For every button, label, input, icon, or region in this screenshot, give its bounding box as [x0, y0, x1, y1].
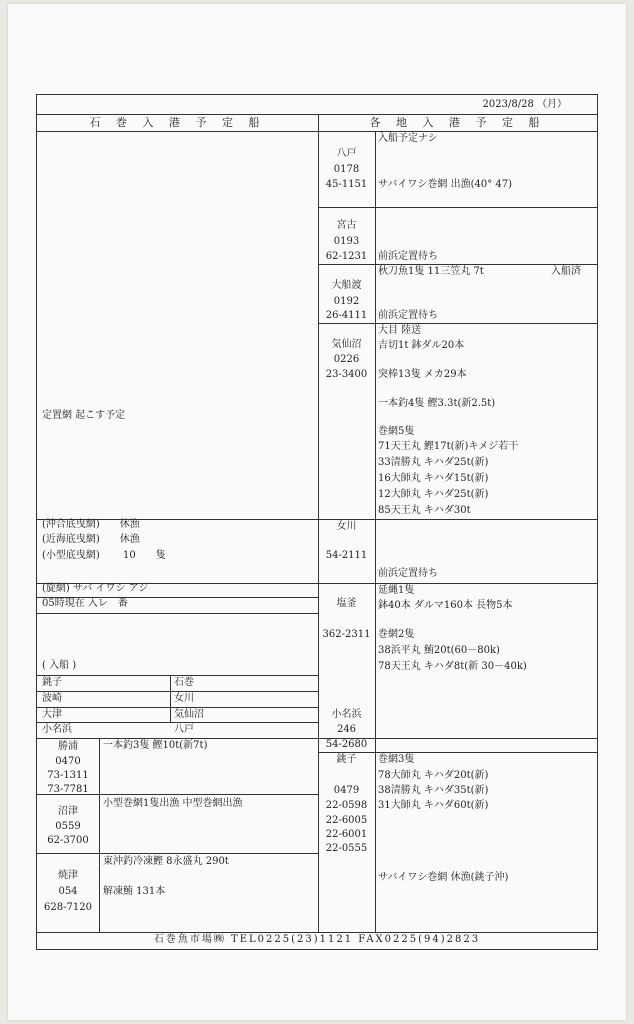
miyako-tel: 62-1231	[325, 251, 368, 262]
hachinohe-name: 八戸	[336, 148, 357, 159]
shiogama-line: 78天王丸 キハダ8t(新 30－40k)	[378, 661, 527, 672]
kesennuma-line: 33清勝丸 キハダ25t(新)	[378, 457, 489, 468]
ofunato-line: 前浜定置待ち	[378, 310, 438, 321]
shiogama-line: 延縄1隻	[378, 585, 415, 596]
kesennuma-line: 85天王丸 キハダ30t	[378, 505, 471, 516]
kesennuma-line: 16大師丸 キハダ15t(新)	[378, 473, 489, 484]
port-name: 石巻	[174, 677, 194, 688]
makiami-label: (旋網) サバ イワシ アジ	[42, 583, 149, 594]
choshi-line: 巻網3隻	[378, 754, 415, 765]
numazu-tel: 0559	[55, 821, 81, 832]
teichi-note: 定置網 起こす予定	[42, 410, 126, 421]
port-name: 波崎	[42, 693, 62, 704]
genzai-label: 05時現在 入レ 番	[42, 598, 128, 609]
kesennuma-line: 一本釣4隻 鰹3.3t(新2.5t)	[378, 398, 496, 409]
yaizu-tel: 628-7120	[44, 902, 92, 913]
onahama-name: 小名浜	[331, 709, 362, 720]
numazu-info: 小型巻網1隻出漁 中型巻網出漁	[103, 798, 243, 809]
ofunato-line: 秋刀魚1隻 11三笠丸 7t	[378, 266, 484, 277]
shiogama-line: 鉢40本 ダルマ160本 長物5本	[378, 600, 513, 611]
miyako-name: 宮古	[336, 220, 357, 231]
kogata-status: (小型底曳網) 10 隻	[42, 550, 166, 561]
kesennuma-name: 気仙沼	[331, 339, 362, 350]
ofunato-line: 入船済	[551, 266, 581, 277]
port-name: 小名浜	[42, 724, 72, 735]
kesennuma-line: 12大師丸 キハダ25t(新)	[378, 489, 489, 500]
kesennuma-line: 巻網5隻	[378, 426, 415, 437]
katsuura-tel: 73-1311	[47, 770, 89, 781]
port-name: 大津	[42, 709, 62, 720]
port-name: 銚子	[42, 677, 62, 688]
port-name: 八戸	[174, 724, 194, 735]
onagawa-name: 女川	[336, 521, 357, 532]
shiogama-name: 塩釜	[336, 598, 357, 609]
footer-contact: 石巻魚市場㈱ TEL0225(23)1121 FAX0225(94)2823	[153, 934, 481, 945]
port-name: 女川	[174, 693, 194, 704]
yaizu-info: 解凍鮪 131本	[103, 886, 166, 897]
numazu-tel: 62-3700	[47, 835, 89, 846]
hachinohe-line: 入船予定ナシ	[378, 133, 438, 144]
choshi-tel: 22-0555	[325, 843, 368, 854]
nyusen-label: ( 入船 )	[42, 660, 77, 671]
ishinomaki-header: 石 巻 入 港 予 定 船	[89, 116, 266, 129]
katsuura-info: 一本釣3隻 鰹10t(新7t)	[103, 740, 208, 751]
katsuura-tel: 0470	[55, 756, 81, 767]
yaizu-info: 東沖釣冷凍鰹 8永盛丸 290t	[103, 856, 229, 867]
yaizu-name: 焼津	[58, 870, 78, 881]
ofunato-tel: 0192	[333, 296, 360, 307]
numazu-name: 沼津	[58, 806, 78, 817]
miyako-line: 前浜定置待ち	[378, 251, 438, 262]
yaizu-tel: 054	[58, 886, 78, 897]
kesennuma-line: 突棒13隻 メカ29本	[378, 369, 467, 380]
onahama-tel: 246	[336, 724, 357, 735]
choshi-line: サバイワシ巻網 休漁(銚子沖)	[378, 872, 509, 883]
onagawa-tel: 54-2111	[325, 550, 368, 561]
kesennuma-line: 71天王丸 鰹17t(新)キメジ若干	[378, 441, 519, 452]
choshi-tel: 22-0598	[325, 800, 368, 811]
ofunato-tel: 26-4111	[325, 310, 368, 321]
choshi-tel: 22-6001	[325, 829, 368, 840]
choshi-tel: 22-6005	[325, 815, 368, 826]
shiogama-line: 38浜平丸 鮪20t(60－80k)	[378, 645, 500, 656]
hachinohe-tel: 45-1151	[325, 179, 368, 190]
report-date: 2023/8/28 （月）	[482, 99, 567, 110]
choshi-line: 38清勝丸 キハダ35t(新)	[378, 785, 489, 796]
hachinohe-line: サバイワシ巻網 出漁(40° 47)	[378, 179, 513, 190]
other-ports-header: 各 地 入 港 予 定 船	[369, 116, 546, 129]
kesennuma-tel: 23-3400	[325, 369, 368, 380]
landing-schedule-document	[36, 94, 598, 950]
onagawa-line: 前浜定置待ち	[378, 568, 438, 579]
port-name: 気仙沼	[174, 709, 204, 720]
okiai-status: (沖合底曳網) 休漁	[42, 519, 140, 530]
onahama-tel: 54-2680	[325, 739, 368, 750]
choshi-name: 銚子	[336, 754, 357, 765]
katsuura-name: 勝浦	[58, 741, 78, 752]
katsuura-tel: 73-7781	[47, 784, 89, 795]
ofunato-name: 大船渡	[331, 280, 362, 291]
shiogama-tel: 362-2311	[322, 629, 371, 640]
kinkai-status: (近海底曳網) 休漁	[42, 534, 140, 545]
choshi-line: 31大師丸 キハダ60t(新)	[378, 800, 489, 811]
choshi-line: 78大師丸 キハダ20t(新)	[378, 770, 489, 781]
kesennuma-line: 大目 陸送	[378, 325, 422, 336]
kesennuma-tel: 0226	[333, 354, 360, 365]
hachinohe-tel: 0178	[333, 164, 360, 175]
choshi-tel: 0479	[333, 785, 360, 796]
shiogama-line: 巻網2隻	[378, 629, 415, 640]
miyako-tel: 0193	[333, 236, 360, 247]
kesennuma-line: 吉切1t 鉢ダル20本	[378, 340, 465, 351]
